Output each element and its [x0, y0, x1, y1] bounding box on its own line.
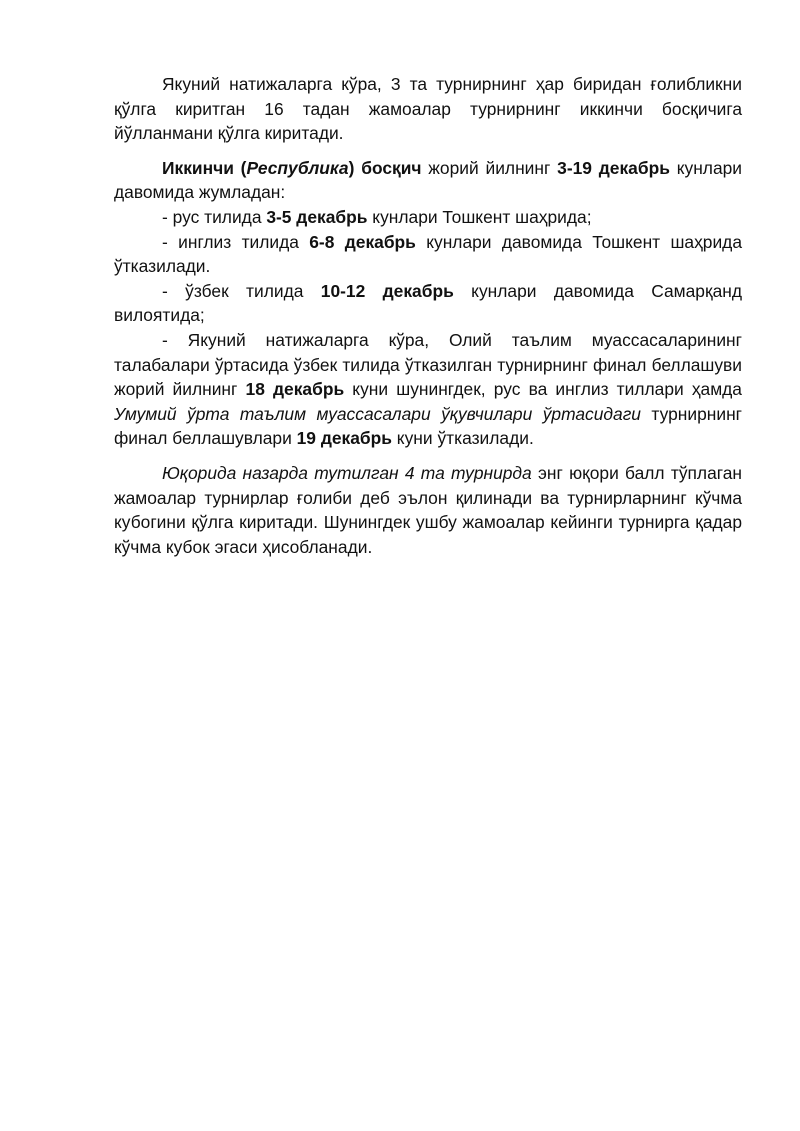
paragraph-results-text: Якуний натижаларга кўра, 3 та турнирнинг ҳар биридан ғолибликни қўлга киритган 16 тадан жамоалар турнирнинг иккинчи босқичига йўлланмани қўлга киритади. — [114, 74, 742, 144]
finals-text-3: турнирнинг финал беллашувлари — [114, 403, 743, 449]
finals-date-1: 18 декабрь — [245, 379, 345, 400]
stage-title — [162, 158, 422, 178]
list-item-russian — [114, 205, 742, 230]
stage-title-republic: Республика — [246, 157, 349, 178]
list-item-english — [114, 230, 742, 279]
russian-text-1: - рус тилида — [162, 206, 267, 227]
stage-text-1: жорий йилнинг — [421, 157, 558, 178]
paragraph-second-stage — [114, 156, 742, 205]
finals-date-2: 19 декабрь — [296, 428, 392, 449]
english-text-2: кунлари давомида Тошкент шаҳрида ўтказилади. — [114, 231, 742, 277]
stage-title-part1: Иккинчи ( — [162, 157, 247, 178]
uzbek-text-1: - ўзбек тилида — [162, 280, 321, 301]
finals-text-1: - Якуний натижаларга кўра, Олий таълим муассасаларининг талабалари ўртасида ўзбек тилида ўтказилган турнирнинг финал беллашуви жорий йилнинг — [114, 329, 742, 400]
finals-text-4: куни ўтказилади. — [391, 428, 534, 449]
uzbek-dates: 10-12 декабрь — [320, 280, 454, 301]
stage-dates: 3-19 декабрь — [557, 157, 670, 178]
english-dates: 6-8 декабрь — [309, 231, 416, 252]
stage-title-part2: ) босқич — [348, 157, 422, 178]
russian-text-2: кунлари Тошкент шаҳрида; — [367, 206, 592, 227]
paragraph-winners — [114, 461, 742, 559]
paragraph-results — [114, 72, 742, 146]
list-item-uzbek — [114, 279, 742, 328]
winners-text: энг юқори балл тўплаган жамоалар турнирлар ғолиби деб эълон қилинади ва турнирларнинг кўчма кубогини қўлга киритади. Шунингдек ушбу жамоалар кейинги турнирга қадар кўчма кубок эгаси ҳисобланади. — [114, 462, 742, 557]
winners-italic: Юқорида назарда тутилган 4 та турнирда — [162, 462, 532, 483]
finals-schools: Умумий ўрта таълим муассасалари ўқувчилари ўртасидаги — [114, 403, 641, 424]
stage-text-2: кунлари давомида жумладан: — [114, 157, 743, 203]
russian-dates: 3-5 декабрь — [266, 206, 368, 227]
uzbek-text-2: кунлари давомида Самарқанд вилоятида; — [114, 280, 743, 326]
list-item-finals — [114, 328, 742, 451]
english-text-1: - инглиз тилида — [162, 231, 310, 252]
finals-text-2: куни шунингдек, рус ва инглиз тиллари ҳамда — [344, 379, 742, 400]
